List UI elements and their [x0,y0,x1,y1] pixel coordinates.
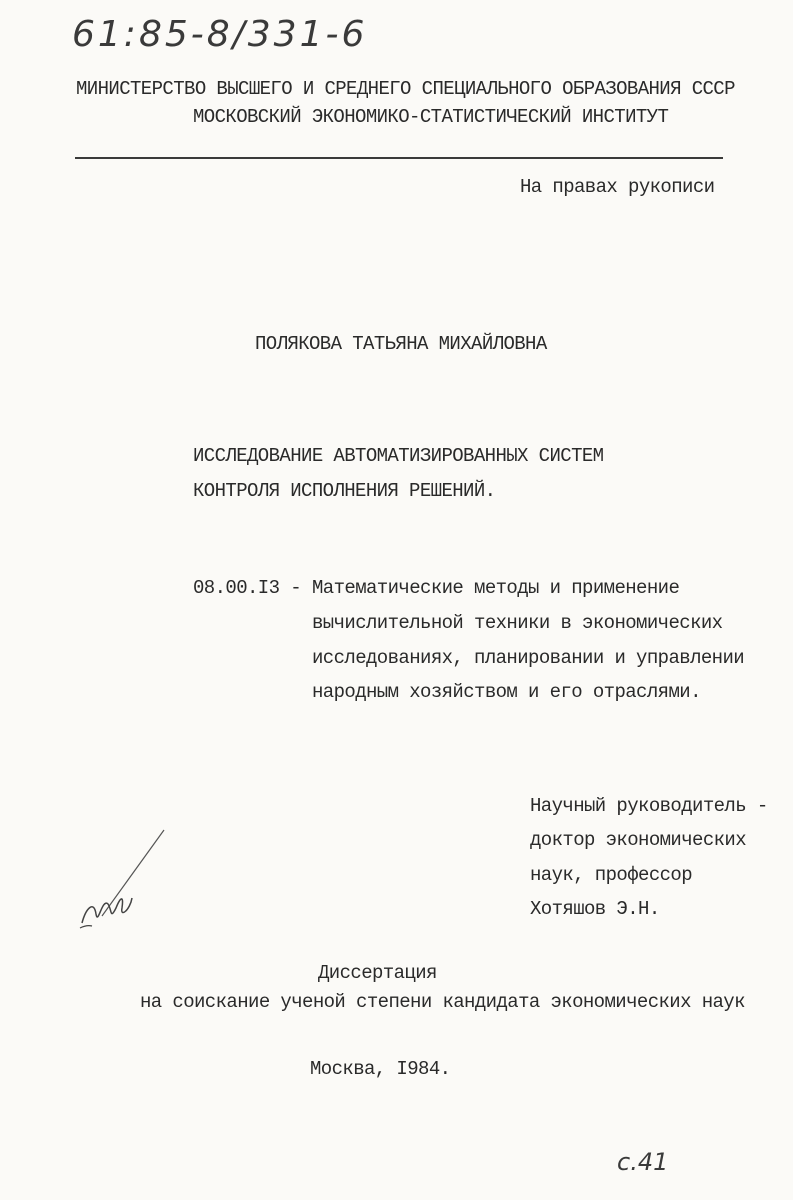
institute-heading: МОСКОВСКИЙ ЭКОНОМИКО-СТАТИСТИЧЕСКИЙ ИНСТИТУТ [193,106,669,128]
title-line-1: ИССЛЕДОВАНИЕ АВТОМАТИЗИРОВАННЫХ СИСТЕМ [193,445,604,467]
specialty-line: исследованиях, планировании и управлении [312,647,745,669]
supervisor-line: доктор экономических [530,829,747,851]
signature-mark [72,828,172,938]
supervisor-line: наук, профессор [530,864,693,886]
dissertation-label: Диссертация [318,962,437,984]
specialty-line: вычислительной техники в экономических [312,612,723,634]
archive-code: 61:85-8/331-6 [72,14,368,55]
specialty-line: Математические методы и применение [312,577,680,599]
specialty-code: 08.00.I3 - [193,577,302,599]
manuscript-note: На правах рукописи [520,176,715,198]
header-divider [75,157,723,159]
place-year: Москва, I984. [310,1058,451,1080]
ministry-heading: МИНИСТЕРСТВО ВЫСШЕГО И СРЕДНЕГО СПЕЦИАЛЬНОГО ОБРАЗОВАНИЯ СССР [76,78,735,100]
title-line-2: КОНТРОЛЯ ИСПОЛНЕНИЯ РЕШЕНИЙ. [193,480,496,502]
specialty-line: народным хозяйством и его отраслями. [312,681,701,703]
page-note: с.41 [617,1148,669,1176]
supervisor-line: Хотяшов Э.Н. [530,898,660,920]
degree-statement: на соискание ученой степени кандидата экономических наук [140,991,745,1013]
author-name: ПОЛЯКОВА ТАТЬЯНА МИХАЙЛОВНА [255,333,547,355]
supervisor-line: Научный руководитель - [530,795,768,817]
